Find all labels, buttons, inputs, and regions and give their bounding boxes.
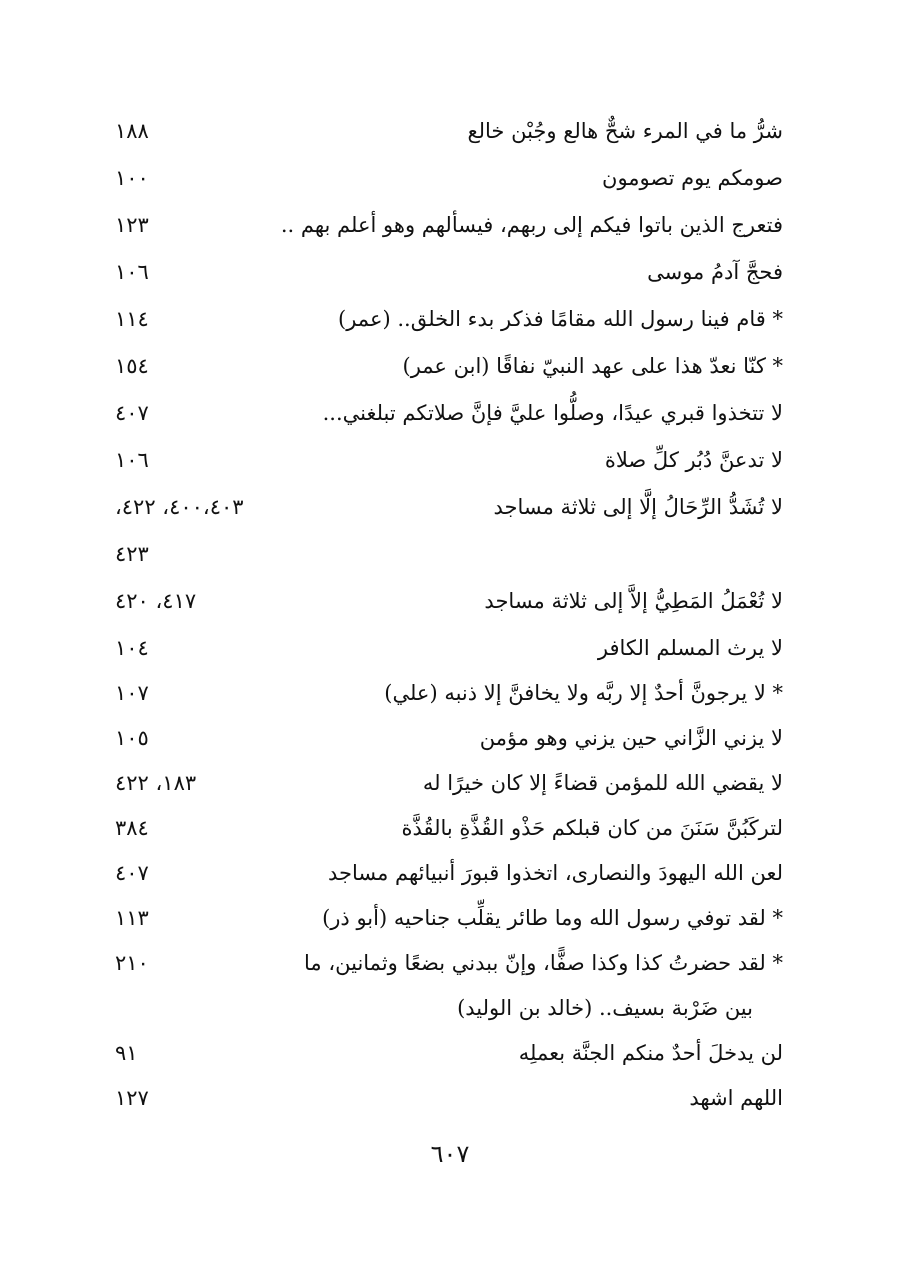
hadith-text: لا تتخذوا قبري عيدًا، وصلُّوا عليَّ فإنَّ صلاتكم تبلغني... — [322, 401, 783, 425]
page-number: ٦٠٧ — [430, 1140, 470, 1168]
page-references: ١١٤ — [115, 307, 149, 331]
index-entry — [115, 253, 783, 300]
page-references: ١٨٣، ٤٢٢ — [115, 771, 197, 795]
hadith-text: * لقد توفي رسول الله وما طائر يقلِّب جناحيه (أبو ذر) — [322, 906, 783, 930]
index-entry — [115, 582, 783, 629]
hadith-index-list — [115, 112, 783, 1124]
index-entry — [115, 674, 783, 719]
index-entry — [115, 206, 783, 253]
index-entry — [115, 629, 783, 674]
hadith-text: فتعرج الذين باتوا فيكم إلى ربهم، فيسألهم وهو أعلم بهم .. — [280, 213, 783, 237]
index-entry — [115, 394, 783, 441]
page-references: ١٠٤ — [115, 636, 149, 660]
page-references: ١٢٧ — [115, 1086, 149, 1110]
index-entry — [115, 719, 783, 764]
hadith-text: اللهم اشهد — [689, 1086, 783, 1110]
hadith-text: * كنّا نعدّ هذا على عهد النبيّ نفاقًا (ابن عمر) — [402, 354, 783, 378]
page-references: ٢١٠ — [115, 951, 149, 975]
hadith-text: * قام فينا رسول الله مقامًا فذكر بدء الخلق.. (عمر) — [338, 307, 783, 331]
index-entry — [115, 1079, 783, 1124]
page-references: ١٥٤ — [115, 354, 149, 378]
page-references: ١٨٨ — [115, 119, 149, 143]
index-entry-continuation — [115, 535, 783, 582]
page-references: ١٠٠ — [115, 166, 149, 190]
hadith-text: لا تُعْمَلُ المَطِيُّ إلاَّ إلى ثلاثة مساجد — [484, 589, 783, 613]
index-entry — [115, 159, 783, 206]
index-entry — [115, 854, 783, 899]
index-entry — [115, 300, 783, 347]
index-entry — [115, 764, 783, 809]
index-entry — [115, 488, 783, 535]
page-references: ١٠٧ — [115, 681, 149, 705]
hadith-text: * لقد حضرتُ كذا وكذا صفًّا، وإنّ ببدني بضعًا وثمانين، ما — [304, 951, 783, 975]
index-entry — [115, 944, 783, 989]
hadith-text: لا يقضي الله للمؤمن قضاءً إلا كان خيرًا له — [422, 771, 783, 795]
hadith-text: لا يزني الزَّاني حين يزني وهو مؤمن — [479, 726, 783, 750]
index-entry — [115, 112, 783, 159]
page-references: ٤١٧، ٤٢٠ — [115, 589, 197, 613]
hadith-text: لعن الله اليهودَ والنصارى، اتخذوا قبورَ أنبيائهم مساجد — [327, 861, 783, 885]
page-references: ٣٨٤ — [115, 816, 149, 840]
page-references: ١٠٥ — [115, 726, 149, 750]
hadith-text: صومكم يوم تصومون — [602, 166, 783, 190]
page-references: ٤٠٠،٤٠٣، ٤٢٢، — [115, 495, 244, 519]
index-entry — [115, 1034, 783, 1079]
hadith-text: شرُّ ما في المرء شحٌّ هالع وجُبْن خالع — [467, 119, 783, 143]
page-references-continued: ٤٢٣ — [115, 542, 149, 566]
page-references: ٤٠٧ — [115, 861, 149, 885]
page-references: ١٠٦ — [115, 448, 149, 472]
hadith-text: * لا يرجونَّ أحدٌ إلا ربَّه ولا يخافنَّ إلا ذنبه (علي) — [384, 681, 783, 705]
hadith-text: لن يدخلَ أحدٌ منكم الجنَّة بعملِه — [518, 1041, 783, 1065]
page-references: ١١٣ — [115, 906, 149, 930]
page-references: ١٠٦ — [115, 260, 149, 284]
page-references: ٤٠٧ — [115, 401, 149, 425]
index-entry — [115, 899, 783, 944]
page-references: ٩١ — [115, 1041, 138, 1065]
hadith-text-continued: بين ضَرْبة بسيف.. (خالد بن الوليد) — [457, 996, 753, 1020]
hadith-text: فحجَّ آدمُ موسى — [647, 260, 783, 284]
index-entry — [115, 441, 783, 488]
index-entry — [115, 809, 783, 854]
index-entry-continuation — [115, 989, 783, 1034]
hadith-text: لا تدعنَّ دُبُر كلِّ صلاة — [604, 448, 783, 472]
page-references: ١٢٣ — [115, 213, 149, 237]
index-entry — [115, 347, 783, 394]
hadith-text: لتركَبُنَّ سَنَنَ من كان قبلكم حَذْو القُذَّةِ بالقُذَّة — [401, 816, 783, 840]
hadith-text: لا تُشَدُّ الرِّحَالُ إلَّا إلى ثلاثة مساجد — [493, 495, 783, 519]
hadith-text: لا يرث المسلم الكافر — [597, 636, 783, 660]
